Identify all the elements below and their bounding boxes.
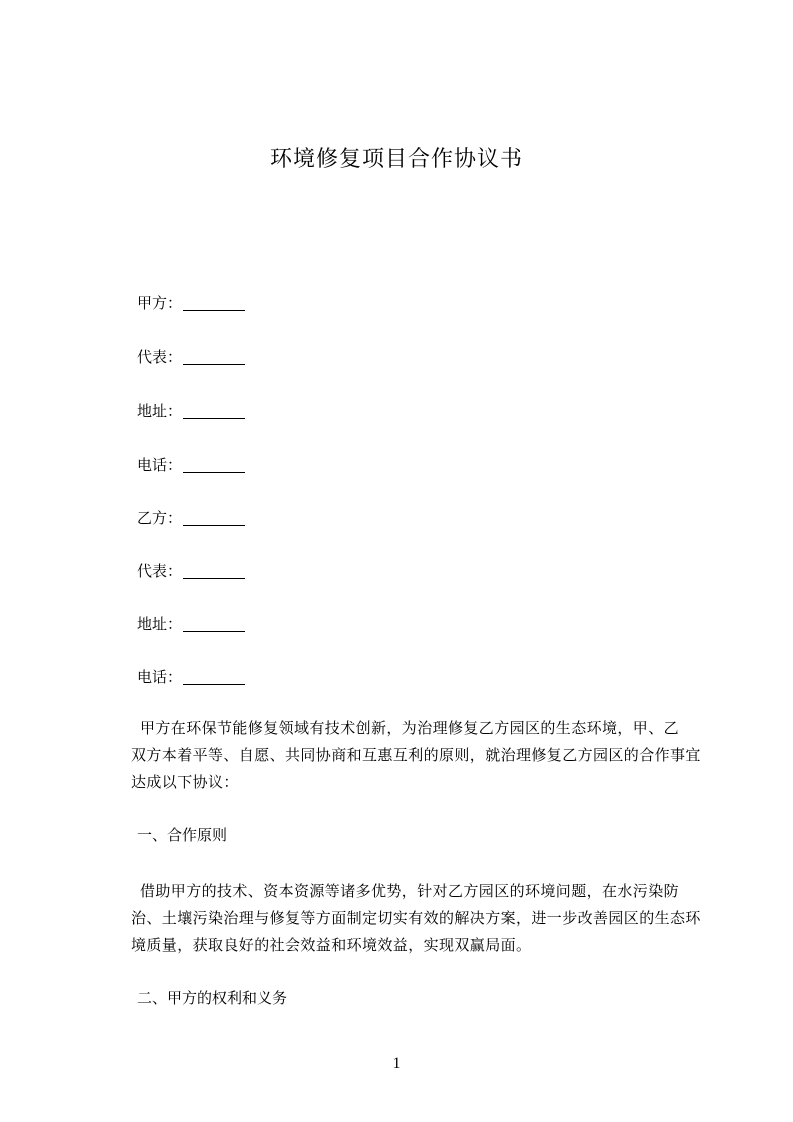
intro-paragraph <box>131 715 713 796</box>
field-label: 乙方： <box>137 509 183 527</box>
fill-in-blank <box>183 511 245 526</box>
paragraph-line: 甲方在环保节能修复领域有技术创新，为治理修复乙方园区的生态环境，甲、乙 <box>140 719 680 737</box>
field-label: 地址： <box>137 615 183 633</box>
section-paragraph <box>131 878 713 959</box>
paragraph-line: 达成以下协议： <box>131 773 239 791</box>
party-b-field <box>137 507 245 528</box>
field-label: 电话： <box>137 456 183 474</box>
fill-in-blank <box>183 670 245 685</box>
fill-in-blank <box>183 564 245 579</box>
party-a-address-field <box>137 400 245 421</box>
party-b-phone-field <box>137 666 245 687</box>
page-number: 1 <box>392 1055 401 1072</box>
section-heading: 二、甲方的权利和义务 <box>137 989 288 1007</box>
fill-in-blank <box>183 296 245 311</box>
paragraph-line: 双方本着平等、自愿、共同协商和互惠互利的原则，就治理修复乙方园区的合作事宜 <box>131 746 701 764</box>
field-label: 地址： <box>137 402 183 420</box>
field-label: 代表： <box>137 348 183 366</box>
field-label: 甲方： <box>137 294 183 312</box>
party-b-address-field <box>137 613 245 634</box>
party-b-representative-field <box>137 560 245 581</box>
fill-in-blank <box>183 458 245 473</box>
fill-in-blank <box>183 617 245 632</box>
field-label: 代表： <box>137 562 183 580</box>
paragraph-line: 借助甲方的技术、资本资源等诸多优势，针对乙方园区的环境问题，在水污染防 <box>140 882 680 900</box>
party-a-representative-field <box>137 346 245 367</box>
party-a-phone-field <box>137 454 245 475</box>
party-a-field <box>137 292 245 313</box>
fill-in-blank <box>183 404 245 419</box>
document-title: 环境修复项目合作协议书 <box>269 147 523 172</box>
paragraph-line: 境质量，获取良好的社会效益和环境效益，实现双赢局面。 <box>131 936 532 954</box>
paragraph-line: 治、土壤污染治理与修复等方面制定切实有效的解决方案，进一步改善园区的生态环 <box>131 909 701 927</box>
field-label: 电话： <box>137 668 183 686</box>
fill-in-blank <box>183 350 245 365</box>
section-heading: 一、合作原则 <box>137 826 228 844</box>
